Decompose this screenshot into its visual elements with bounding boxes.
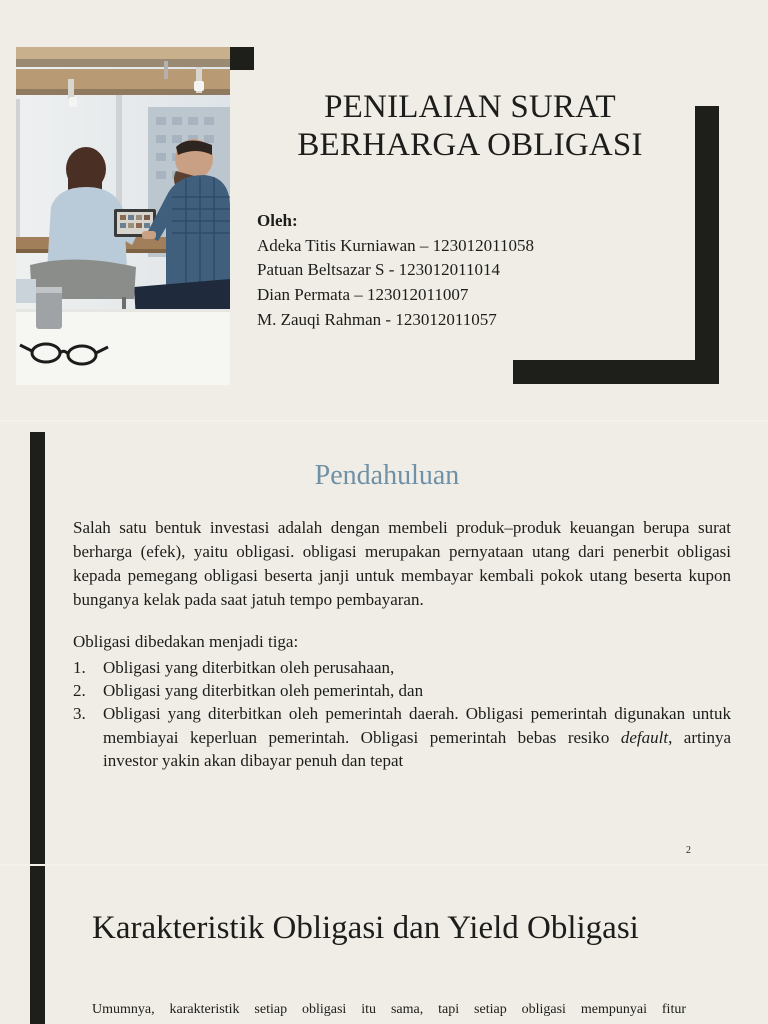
title-slide — [0, 0, 768, 420]
page-number: 2 — [686, 845, 691, 856]
list-item — [73, 656, 731, 679]
list-text-italic: default — [620, 727, 669, 747]
intro-paragraph: Salah satu bentuk investasi adalah dengan membeli produk–produk keuangan berupa surat berharga (efek), yaitu obligasi. obligasi merupakan pernyataan utang dari penerbit obligasi kepada pemegang obligasi beserta janji untuk membayar kembali pokok utang beserta kupon bunganya kelak pada saat jatuh tempo pembayaran. — [73, 518, 731, 609]
list-text: Obligasi yang diterbitkan oleh pemerintah, dan — [103, 681, 424, 701]
section-heading: Pendahuluan — [314, 460, 460, 491]
list-number: 3. — [73, 704, 86, 724]
accent-bar — [30, 866, 45, 1024]
list-text-cont: , artinya investor yakin akan dibayar penuh dan tepat — [103, 727, 732, 770]
accent-bar — [30, 432, 45, 864]
title-line-2: BERHARGA OBLIGASI — [297, 127, 643, 163]
slide-title — [270, 88, 670, 164]
list-number: 1. — [73, 658, 86, 677]
author-item: Adeka Titis Kurniawan – 123012011058 — [257, 235, 535, 255]
bond-types-list — [73, 656, 731, 772]
list-intro: Obligasi dibedakan menjadi tiga: — [73, 632, 299, 651]
author-item: Patuan Beltsazar S - 123012011014 — [257, 260, 500, 280]
corner-bracket-horizontal — [513, 360, 719, 384]
author-list — [257, 209, 534, 333]
author-item: M. Zauqi Rahman - 123012011057 — [257, 309, 497, 329]
introduction-slide — [0, 422, 768, 864]
list-text: Obligasi yang diterbitkan oleh pemerintah daerah. Obligasi pemerintah digunakan untuk membiayai keperluan pemerintah. Obligasi pemerintah bebas resiko — [103, 704, 731, 747]
office-photo — [16, 47, 230, 385]
author-item: Dian Permata – 123012011007 — [257, 285, 469, 305]
list-item — [73, 679, 731, 702]
characteristics-slide — [0, 866, 768, 1024]
section-heading: Karakteristik Obligasi dan Yield Obligasi — [92, 910, 639, 946]
body-paragraph: Umumnya, karakteristik setiap obligasi itu sama, tapi setiap obligasi mempunyai fitur — [92, 1002, 686, 1017]
list-item — [73, 702, 731, 772]
list-number: 2. — [73, 681, 86, 701]
corner-bracket-vertical — [695, 106, 719, 384]
list-text: Obligasi yang diterbitkan oleh perusahaan, — [103, 658, 395, 677]
by-label: Oleh: — [257, 211, 298, 230]
title-line-1: PENILAIAN SURAT — [324, 89, 616, 125]
